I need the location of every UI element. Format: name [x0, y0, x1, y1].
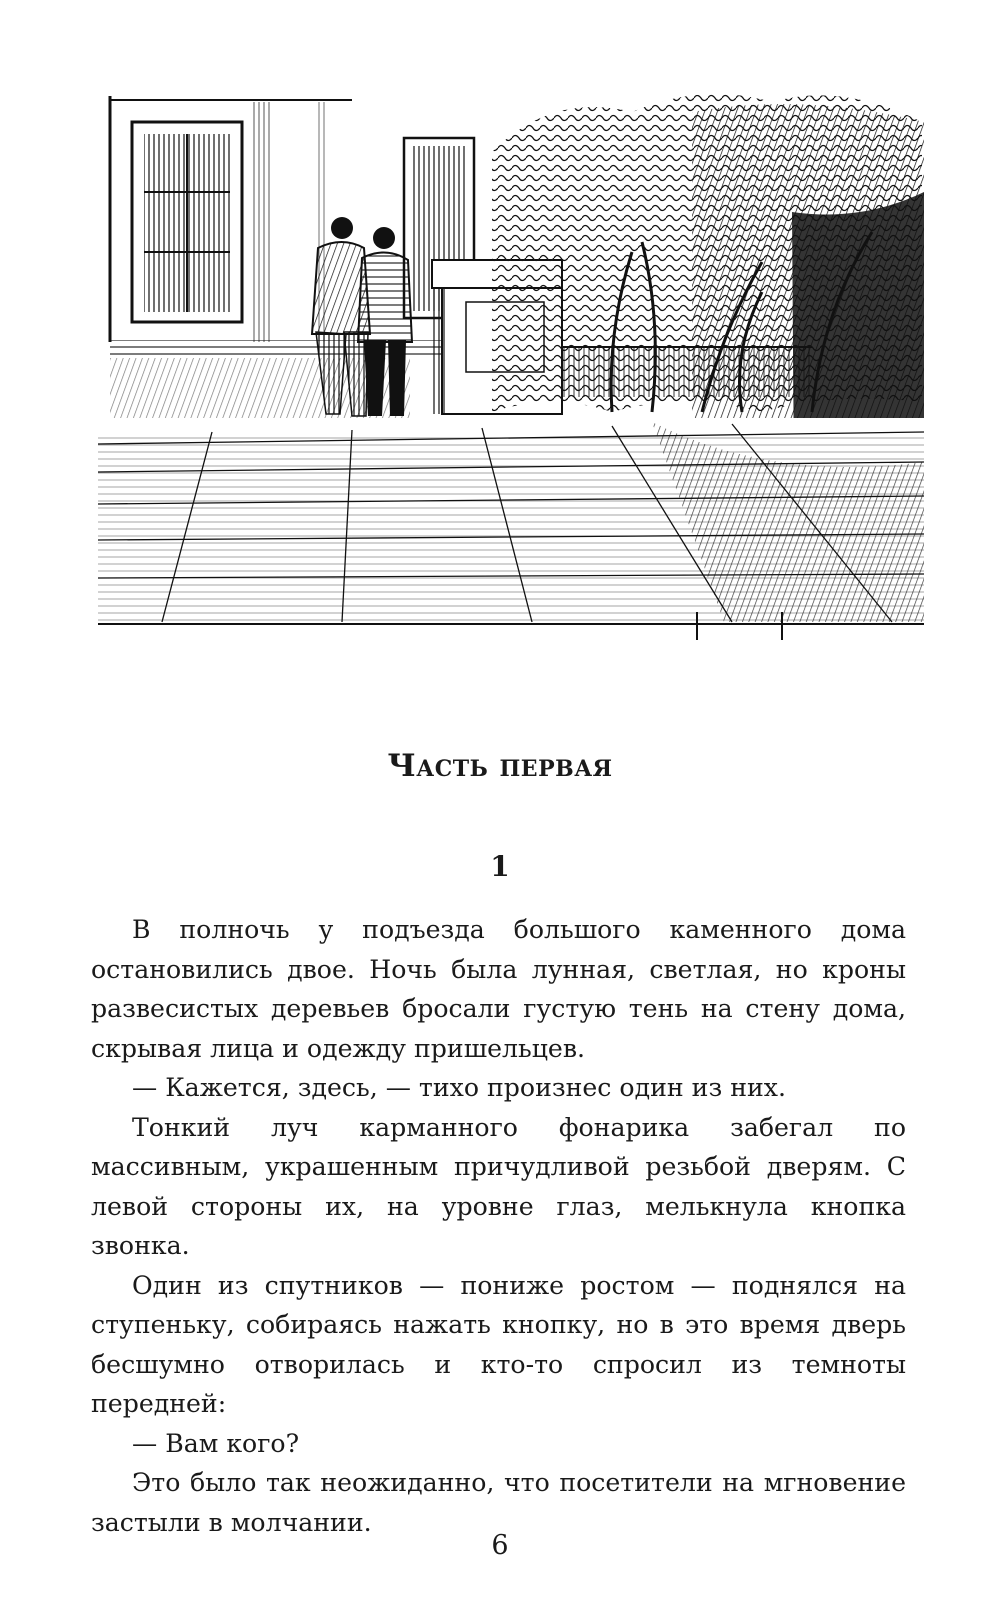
- paragraph: Один из спутников — пониже ростом — поднялся на ступеньку, собираясь нажать кнопку, но в это время дверь бесшумно отворилась и кто-то спросил из темноты передней:: [91, 1270, 906, 1418]
- part-title: Часть первая: [387, 748, 613, 784]
- chapter-number: 1: [490, 850, 510, 883]
- paragraph: В полночь у подъезда большого каменного дома остановились двое. Ночь была лунная, светлая, но кроны развесистых деревьев бросали густую тень на стену дома, скрывая лица и одежду пришельцев.: [91, 915, 906, 1063]
- paragraph: Тонкий луч карманного фонарика забегал по массивным, украшенным причудливой резьбой дверям. С левой стороны их, на уровне глаз, мелькнула кнопка звонка.: [91, 1112, 906, 1260]
- page-number: 6: [491, 1530, 509, 1561]
- ink-drawing-two-men-courtyard: [92, 92, 924, 650]
- paragraph: Это было так неожиданно, что посетители на мгновение застыли в молчании.: [91, 1468, 906, 1537]
- chapter-text: [91, 910, 906, 1542]
- paragraph: — Кажется, здесь, — тихо произнес один из них.: [132, 1073, 786, 1102]
- chapter-illustration: [92, 92, 924, 650]
- paragraph: — Вам кого?: [132, 1428, 300, 1458]
